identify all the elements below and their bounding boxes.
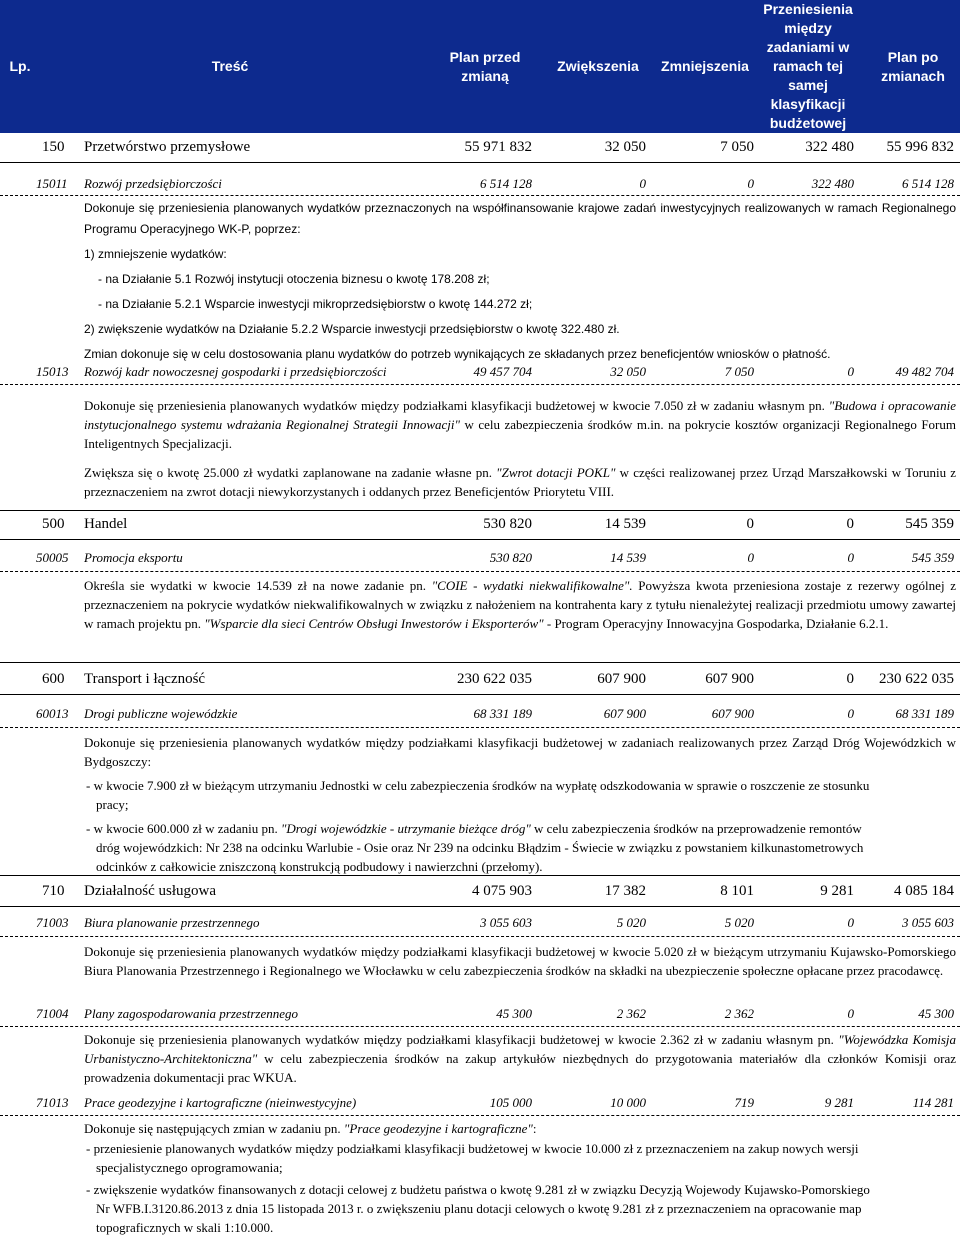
row-plan-przed: 49 457 704 (473, 364, 532, 379)
row-name: Biura planowanie przestrzennego (84, 915, 260, 930)
note-bullet: - przeniesienie planowanych wydatków między podziałkami klasyfikacji budżetowej w kwocie 10.000 zł z przeznaczeniem na zakup nowych wersji specjalistycznego oprogramowania; (86, 1141, 859, 1175)
row-name: Promocja eksportu (84, 550, 183, 565)
row-name: Przetwórstwo przemysłowe (84, 139, 251, 155)
row-przeniesienia: 0 (847, 706, 854, 721)
row-plan-przed: 530 820 (489, 550, 532, 565)
note-60013 (84, 733, 956, 876)
table-header (0, 0, 960, 133)
row-plan-po: 545 359 (911, 550, 954, 565)
note-text: Powyższa kwota przeniesiona zostaje z rezerwy ogólnej z przeznaczeniem na pokrycie wydatków niekwalifikowalnych w związku z nałożeniem na kontrahenta kary z tytułu nienależytej realizacji przedmiotu umowy zawartej w ramach projektu pn. (84, 578, 957, 631)
note-text: Określa sie wydatki w kwocie 14.539 zł na nowe zadanie pn. (84, 578, 427, 593)
row-lp: 15011 (36, 176, 68, 191)
row-zwiekszenia: 14 539 (604, 516, 646, 532)
note-text: Zwiększa się o kwotę 25.000 zł wydatki zaplanowane na zadanie własne pn. (84, 465, 492, 480)
row-zmniejszenia: 7 050 (724, 364, 754, 379)
row-zmniejszenia: 607 900 (711, 706, 754, 721)
row-przeniesienia: 0 (846, 671, 854, 687)
row-divider (0, 571, 960, 572)
row-zmniejszenia: 0 (747, 176, 754, 191)
row-plan-po: 68 331 189 (895, 706, 954, 721)
header-plan-po: Plan po zmianach (881, 48, 945, 84)
note-text: - Program Operacyjny Innowacyjna Gospodarka, Działanie 6.2.1. (546, 616, 889, 631)
row-name: Rozwój przedsiębiorczości (84, 176, 222, 191)
row-zmniejszenia: 8 101 (720, 883, 754, 899)
row-plan-po: 49 482 704 (895, 364, 954, 379)
row-zmniejszenia: 7 050 (720, 139, 754, 155)
row-plan-przed: 45 300 (496, 1006, 532, 1021)
row-zmniejszenia: 607 900 (705, 671, 754, 687)
note-paragraph: 1) zmniejszenie wydatków: (84, 247, 227, 261)
note-71003 (84, 942, 956, 980)
note-paragraph: Dokonuje się przeniesienia planowanych wydatków między podziałkami klasyfikacji budżetowej w zadaniach realizowanych przez Zarząd Dróg Wojewódzkich w Bydgoszczy: (84, 735, 956, 769)
note-task-name: "Wojewódzka Komisja Urbanistyczno-Architektoniczna" (84, 1032, 957, 1066)
note-15011 (84, 198, 956, 368)
row-lp: 600 (42, 671, 65, 687)
row-przeniesienia: 0 (847, 550, 854, 565)
row-zwiekszenia: 14 539 (610, 550, 646, 565)
row-przeniesienia: 0 (847, 915, 854, 930)
note-paragraph: - na Działanie 5.2.1 Wsparcie inwestycji mikroprzedsiębiorstw o kwotę 144.272 zł; (98, 297, 533, 311)
note-task-name: "COIE - wydatki niekwalifikowalne". (431, 578, 633, 593)
row-zwiekszenia: 10 000 (610, 1095, 646, 1110)
note-task-name: "Zwrot dotacji POKL" (496, 465, 616, 480)
note-text: w celu zabezpieczenia środków m.in. na pokrycie kosztów organizacji Regionalnego Forum Inteligentnych Specjalizacji. (84, 417, 956, 451)
row-plan-po: 230 622 035 (879, 671, 954, 687)
note-text: w celu zabezpieczenia środków na zakup artykułów niezbędnych do przygotowania materiałów dla członków Komisji oraz prowadzenia dokumentacji prac WKUA. (84, 1051, 956, 1085)
header-tresc: Treść (211, 58, 249, 74)
note-task-name: "Wsparcie dla sieci Centrów Obsługi Inwestorów i Eksporterów" (204, 616, 544, 631)
row-divider (0, 875, 960, 876)
row-plan-po: 45 300 (918, 1006, 954, 1021)
note-paragraph: Dokonuje się przeniesienia planowanych wydatków między podziałkami klasyfikacji budżetowej w kwocie 5.020 zł w bieżącym utrzymaniu Kujawsko-Pomorskiego Biura Planowania Przestrzennego i Regionalnego we Włocławku w celu zabezpieczenia środków na składki na ubezpieczenie społeczne opłacane przez pracodawcę. (84, 944, 956, 978)
row-zwiekszenia: 32 050 (604, 139, 646, 155)
note-text: w celu zabezpieczenia środków na przeprowadzenie remontów dróg wojewódzkich: Nr 238 na odcinku Warlubie - Osie oraz Nr 239 na odcinku Błądzim - Świecie w związku z powstaniem kilkunastometrowych odcinków z całkowicie zniszczoną konstrukcją podbudowy i nawierzchni (przełomy). (96, 821, 864, 874)
row-divider (0, 662, 960, 663)
note-50005 (84, 576, 956, 633)
note-task-name: "Budowa i opracowanie instytucjonalnego systemu wdrażania Regionalnej Strategii Innowacji" (84, 398, 956, 432)
row-divider (0, 936, 960, 937)
header-zmniejszenia: Zmniejszenia (661, 58, 749, 74)
row-lp: 50005 (36, 550, 69, 565)
row-lp: 71004 (36, 1006, 69, 1021)
row-divider (0, 906, 960, 907)
table-row (0, 883, 960, 907)
note-paragraph: Zmian dokonuje się w celu dostosowania planu wydatków do potrzeb wynikających ze składanych przez beneficjentów wniosków o płatność. (84, 347, 831, 361)
row-plan-przed: 55 971 832 (464, 139, 532, 155)
row-divider (0, 1026, 960, 1027)
row-lp: 500 (42, 516, 65, 532)
row-przeniesienia: 322 480 (805, 139, 854, 155)
note-15013 (84, 396, 956, 501)
header-plan-przed: Plan przed zmianą (449, 48, 521, 84)
row-plan-po: 545 359 (905, 516, 954, 532)
row-plan-przed: 4 075 903 (472, 883, 532, 899)
table-row (0, 671, 960, 695)
row-divider (0, 195, 960, 196)
table-row (0, 176, 960, 200)
row-lp: 71003 (36, 915, 69, 930)
row-lp: 60013 (36, 706, 69, 721)
note-text: w części realizowanej przez Urząd Marszałkowski w Toruniu z przeznaczeniem na zwrot dotacji niewykorzystanych i oddanych przez Beneficjentów Priorytetu VIII. (84, 465, 957, 499)
note-task-name: "Drogi wojewódzkie - utrzymanie bieżące dróg" (280, 821, 531, 836)
note-bullet (84, 819, 956, 876)
row-zwiekszenia: 17 382 (604, 883, 646, 899)
row-zwiekszenia: 2 362 (616, 1006, 646, 1021)
note-paragraph: 2) zwiększenie wydatków na Działanie 5.2.2 Wsparcie inwestycji przedsiębiorstw o kwotę 322.480 zł. (84, 322, 620, 336)
note-bullet: - w kwocie 7.900 zł w bieżącym utrzymaniu Jednostki w celu zabezpieczenia środków na wypłatę odszkodowania w sprawie o roszczenie ze stosunku pracy; (86, 778, 870, 812)
header-lp: Lp. (9, 58, 31, 74)
row-divider (0, 1115, 960, 1116)
note-task-name: "Prace geodezyjne i kartograficzne" (343, 1121, 533, 1136)
row-zmniejszenia: 0 (746, 516, 754, 532)
row-lp: 15013 (36, 364, 69, 379)
table-row (0, 516, 960, 540)
note-text: : (532, 1121, 537, 1136)
note-paragraph: Dokonuje się przeniesienia planowanych wydatków przeznaczonych na współfinansowanie krajowe zadań inwestycyjnych realizowanych w ramach Regionalnego Programu Operacyjnego WK-P, poprzez: (84, 201, 956, 236)
row-plan-po: 3 055 603 (902, 915, 954, 930)
row-name: Handel (84, 516, 128, 532)
row-plan-przed: 3 055 603 (480, 915, 532, 930)
row-name: Plany zagospodarowania przestrzennego (84, 1006, 299, 1021)
row-przeniesienia: 0 (847, 364, 854, 379)
row-plan-po: 114 281 (912, 1095, 954, 1110)
row-name: Transport i łączność (84, 671, 206, 687)
row-plan-przed: 68 331 189 (473, 706, 532, 721)
note-text: Dokonuje się przeniesienia planowanych wydatków między podziałkami klasyfikacji budżetowej w kwocie 2.362 zł w zadaniu własnym pn. (84, 1032, 834, 1047)
note-paragraph (84, 1119, 956, 1138)
row-przeniesienia: 9 281 (820, 883, 854, 899)
row-plan-po: 4 085 184 (894, 883, 954, 899)
row-zwiekszenia: 607 900 (603, 706, 646, 721)
row-zwiekszenia: 5 020 (616, 915, 646, 930)
row-divider (0, 727, 960, 728)
note-paragraph: - na Działanie 5.1 Rozwój instytucji otoczenia biznesu o kwotę 178.208 zł; (98, 272, 490, 286)
row-name: Działalność usługowa (84, 883, 217, 899)
row-plan-przed: 6 514 128 (480, 176, 532, 191)
note-text: - w kwocie 600.000 zł w zadaniu pn. (86, 821, 278, 836)
row-name: Rozwój kadr nowoczesnej gospodarki i przedsiębiorczości (84, 364, 387, 379)
row-name: Prace geodezyjne i kartograficzne (nieinwestycyjne) (84, 1095, 357, 1110)
row-przeniesienia: 0 (846, 516, 854, 532)
header-przeniesienia: Przeniesienia między zadaniami w ramach tej samej klasyfikacji budżetowej (763, 1, 853, 131)
row-plan-przed: 105 000 (489, 1095, 532, 1110)
row-lp: 710 (42, 883, 65, 899)
row-divider (0, 510, 960, 511)
row-divider (0, 694, 960, 695)
row-zmniejszenia: 0 (747, 550, 754, 565)
row-lp: 150 (42, 139, 65, 155)
note-71013 (84, 1119, 956, 1237)
note-text: Dokonuje się następujących zmian w zadaniu pn. (84, 1121, 341, 1136)
row-divider (0, 539, 960, 540)
note-71004 (84, 1030, 956, 1087)
row-plan-po: 55 996 832 (886, 139, 954, 155)
row-zmniejszenia: 2 362 (724, 1006, 754, 1021)
row-plan-przed: 230 622 035 (457, 671, 532, 687)
row-name: Drogi publiczne wojewódzkie (84, 706, 238, 721)
note-bullet: - zwiększenie wydatków finansowanych z dotacji celowej z budżetu państwa o kwotę 9.281 zł w związku Decyzją Wojewody Kujawsko-Pomorskiego Nr WFB.I.3120.86.2013 z dnia 15 listopada 2013 r. o zwiększeniu planu dotacji celowych o kwotę 9.281 zł z przeznaczeniem na opracowanie map topograficznych w skali 1:10.000. (86, 1182, 870, 1235)
row-divider (0, 162, 960, 163)
row-plan-przed: 530 820 (483, 516, 532, 532)
row-divider (0, 384, 960, 385)
table-row (0, 139, 960, 163)
row-przeniesienia: 322 480 (811, 176, 854, 191)
row-przeniesienia: 9 281 (824, 1095, 854, 1110)
row-przeniesienia: 0 (847, 1006, 854, 1021)
row-zwiekszenia: 0 (639, 176, 646, 191)
row-zwiekszenia: 607 900 (597, 671, 646, 687)
row-zmniejszenia: 719 (734, 1095, 754, 1110)
row-lp: 71013 (36, 1095, 69, 1110)
row-plan-po: 6 514 128 (902, 176, 954, 191)
row-zwiekszenia: 32 050 (610, 364, 646, 379)
header-zwiekszenia: Zwiększenia (557, 58, 639, 74)
row-zmniejszenia: 5 020 (724, 915, 754, 930)
note-text: Dokonuje się przeniesienia planowanych wydatków między podziałkami klasyfikacji budżetowej w kwocie 7.050 zł w zadaniu własnym pn. (84, 398, 825, 413)
